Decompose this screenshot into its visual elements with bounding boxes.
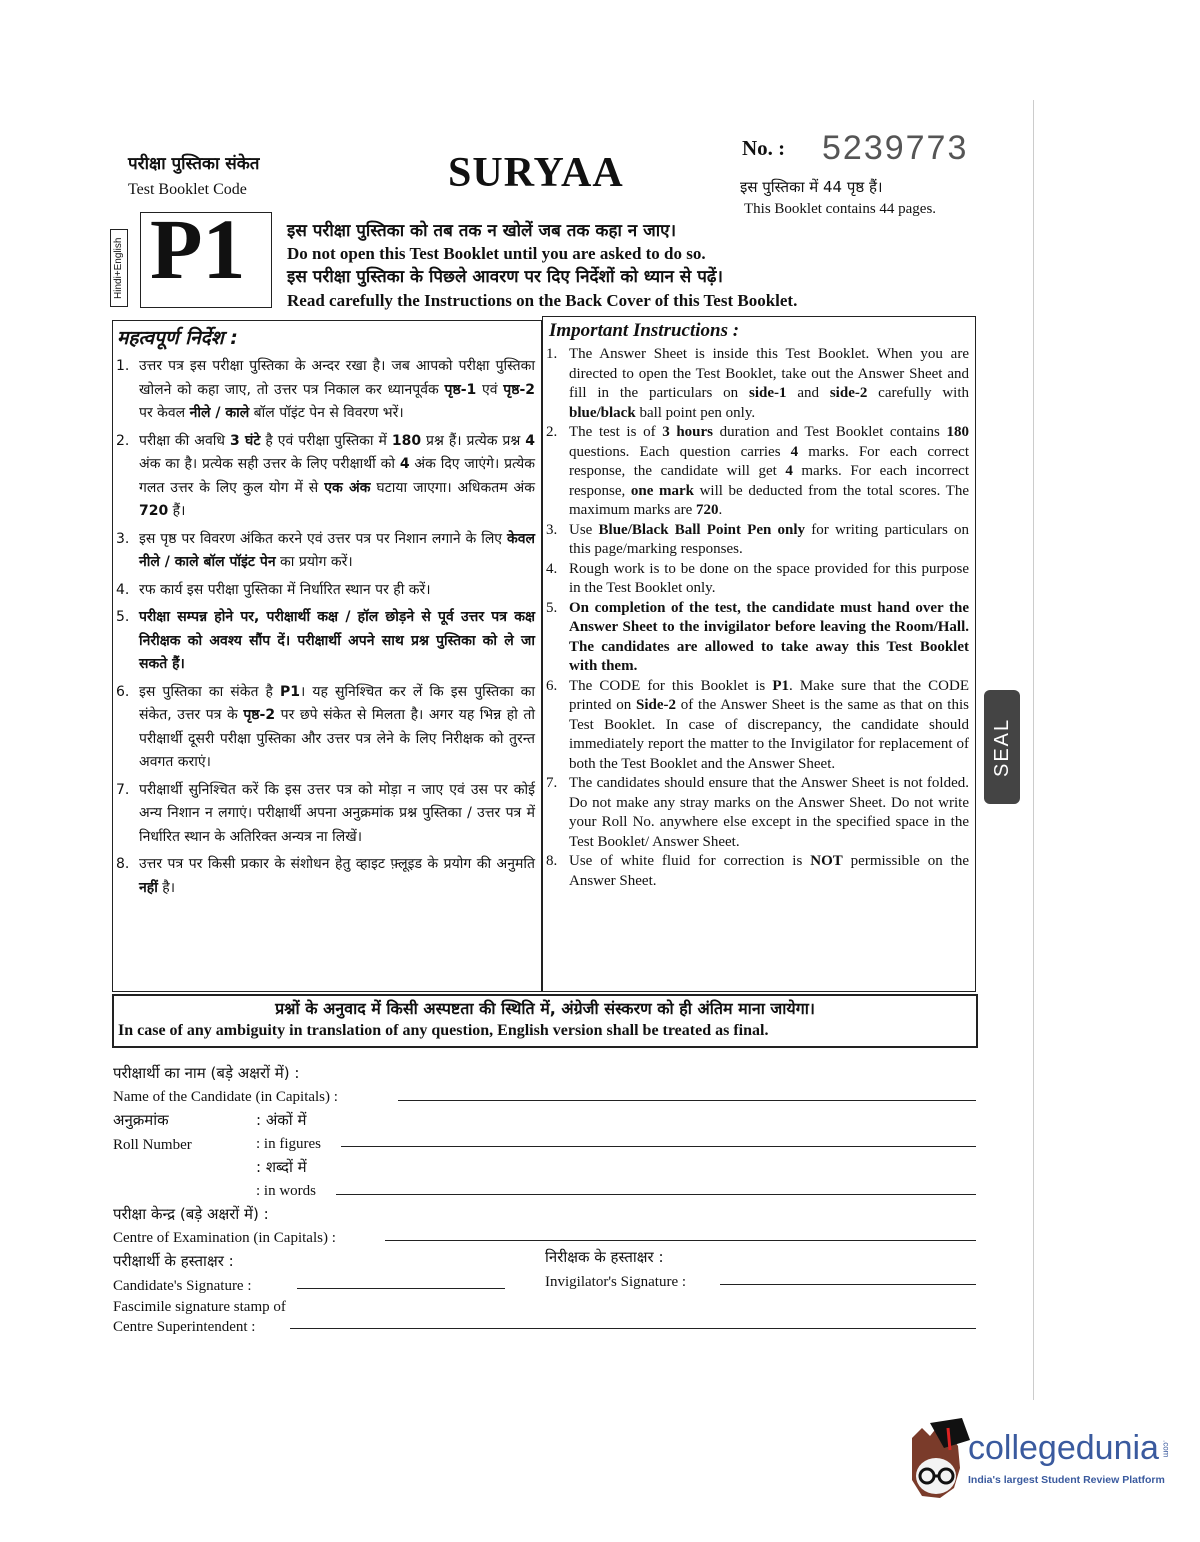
centre-field[interactable] xyxy=(385,1240,976,1241)
instruction-text-bold: नीले / काले xyxy=(189,405,250,421)
candidate-name-field[interactable] xyxy=(398,1100,976,1101)
instruction-number: 4. xyxy=(546,560,558,577)
booklet-number-label: No. : xyxy=(742,136,786,160)
language-tag: Hindi+English xyxy=(110,229,128,307)
instruction-item xyxy=(113,606,535,677)
instruction-text: एवं xyxy=(476,381,504,398)
instruction-text-bold: P1 xyxy=(772,677,790,694)
instruction-text: marks. For each incorrect response, xyxy=(569,463,969,499)
instruction-text-bold: Blue/Black Ball Point Pen only xyxy=(598,521,806,538)
instruction-text-bold: परीक्षा सम्पन्न होने पर, परीक्षार्थी कक्ष / हॉल छोड़ने से पूर्व उत्तर पत्र कक्ष निरीक्षक को अवश्य सौंप दें। परीक्षार्थी अपने साथ प्रश्न पुस्तिका को ले जा सकते हैं। xyxy=(139,609,535,672)
instruction-text: and xyxy=(786,385,830,401)
instructions-hindi-list xyxy=(113,355,541,900)
instruction-text: इस पुस्तिका का संकेत है xyxy=(139,683,280,700)
warning-open-hindi: इस परीक्षा पुस्तिका को तब तक न खोलें जब तक कहा न जाए। xyxy=(287,221,677,241)
instruction-number: 6. xyxy=(546,677,558,694)
instruction-text: इस पृष्ठ पर विवरण अंकित करने एवं उत्तर पत्र पर निशान लगाने के लिए xyxy=(139,530,507,547)
instruction-text: for writing particulars on this page/marking responses. xyxy=(569,521,970,557)
instruction-text-bold: 180 xyxy=(391,432,422,449)
instruction-text: The Answer Sheet is inside this Test Booklet. When you are directed to open the Test Booklet, take out the Answer Sheet and fill in the particulars on xyxy=(569,346,969,401)
logo-tagline: India's largest Student Review Platform xyxy=(968,1474,1165,1486)
instruction-text-bold: एक अंक xyxy=(324,479,371,496)
instruction-number: 1. xyxy=(116,358,130,374)
instruction-text: The candidates should ensure that the Answer Sheet is not folded. Do not make any stray marks on the Answer Sheet. Do not write your Roll No. anywhere else except in the specified space in the Test Booklet/ Answer Sheet. xyxy=(569,775,969,850)
instruction-text: बॉल पॉइंट पेन से विवरण भरें। xyxy=(249,405,404,421)
instruction-item xyxy=(113,579,535,603)
instruction-text-bold: side-1 xyxy=(749,385,787,401)
instruction-item xyxy=(543,345,969,423)
instruction-item xyxy=(113,681,535,775)
instruction-text-bold: 720 xyxy=(696,502,719,518)
in-figures-label: : in figures xyxy=(256,1136,321,1152)
instruction-item xyxy=(543,774,969,852)
instruction-text: of the Answer Sheet is the same as that on this Test Booklet. In case of discrepancy, the candidate should immediately report the matter to the Invigilator for replacement of both the Test Booklet and the Answer Sheet. xyxy=(569,697,969,772)
instruction-text: अंक का है। प्रत्येक सही उत्तर के लिए परीक्षार्थी को xyxy=(139,456,400,472)
instruction-text-bold: one mark xyxy=(630,482,694,499)
instruction-text: will be deducted from the total scores. The maximum marks are xyxy=(569,482,969,518)
instruction-text: रफ कार्य इस परीक्षा पुस्तिका में निर्धारित स्थान पर ही करें। xyxy=(139,581,431,598)
collegedunia-logo xyxy=(968,1428,1171,1468)
centre-label: Centre of Examination (in Capitals) : xyxy=(113,1230,336,1246)
instruction-text: The test is of xyxy=(569,424,663,440)
in-words-label: : in words xyxy=(256,1183,316,1199)
instruction-number: 2. xyxy=(546,424,558,440)
instruction-text: है। xyxy=(157,879,176,896)
translation-notice-hindi: प्रश्नों के अनुवाद में किसी अस्पष्टता की स्थिति में, अंग्रेजी संस्करण को ही अंतिम माना जायेगा। xyxy=(275,999,815,1018)
booklet-title: SURYAA xyxy=(448,150,624,196)
instruction-text-bold: पृष्ठ-2 xyxy=(243,707,276,723)
instruction-text: Use xyxy=(569,521,599,538)
warning-open: Do not open this Test Booklet until you are asked to do so. xyxy=(287,244,706,263)
instruction-text: हैं। xyxy=(168,503,186,519)
instruction-text-bold: Side-2 xyxy=(635,697,676,713)
instruction-text-bold: पृष्ठ-1 xyxy=(444,381,477,398)
instruction-number: 7. xyxy=(546,775,558,791)
instruction-item xyxy=(113,528,535,575)
instruction-text: duration and Test Booklet contains xyxy=(713,424,947,440)
roll-figures-field[interactable] xyxy=(341,1146,976,1147)
instruction-text-bold: NOT xyxy=(810,853,843,869)
instruction-number: 3. xyxy=(546,521,558,538)
instruction-text: है एवं परीक्षा पुस्तिका में xyxy=(260,432,392,449)
candidate-name-label: Name of the Candidate (in Capitals) : xyxy=(113,1089,338,1105)
booklet-number: 5239773 xyxy=(822,129,969,167)
instruction-text: carefully with xyxy=(867,385,969,401)
instruction-text: पर केवल xyxy=(139,405,190,421)
invigilator-signature-label: Invigilator's Signature : xyxy=(545,1274,687,1290)
candidate-signature-field[interactable] xyxy=(297,1288,505,1289)
instruction-text-bold: नहीं xyxy=(139,879,158,896)
page-count: This Booklet contains 44 pages. xyxy=(744,201,937,217)
instruction-text-bold: 4 xyxy=(785,463,793,479)
instruction-text: ball point pen only. xyxy=(635,404,756,421)
roll-number-label: Roll Number xyxy=(113,1137,192,1153)
instructions-english xyxy=(542,316,976,992)
instruction-text: questions. Each question carries xyxy=(569,443,791,460)
instruction-text: अंक दिए जाएंगे। प्रत्येक गलत उत्तर के लिए कुल योग में से xyxy=(139,456,535,496)
instruction-text: का प्रयोग करें। xyxy=(275,554,353,570)
booklet-code: P1 xyxy=(150,201,246,297)
instructions-english-heading: Important Instructions : xyxy=(549,320,740,341)
instruction-number: 5. xyxy=(546,599,558,616)
instruction-text-bold: 4 xyxy=(525,432,535,449)
instruction-text: घटाया जाएगा। अधिकतम अंक xyxy=(370,479,535,496)
instruction-text: उत्तर पत्र पर किसी प्रकार के संशोधन हेतु व्हाइट फ़्लूइड के प्रयोग की अनुमति xyxy=(139,856,535,872)
invigilator-signature-field[interactable] xyxy=(720,1284,976,1285)
instructions-hindi-heading: महत्वपूर्ण निर्देश : xyxy=(117,327,238,349)
instruction-number: 7. xyxy=(116,781,130,798)
warning-read-hindi: इस परीक्षा पुस्तिका के पिछले आवरण पर दिए निर्देशों को ध्यान से पढ़ें। xyxy=(287,267,723,287)
in-words-label-hindi: : शब्दों में xyxy=(256,1158,307,1176)
collegedunia-mascot-icon xyxy=(900,1418,970,1508)
instruction-item xyxy=(543,599,969,677)
instruction-number: 8. xyxy=(116,856,130,872)
instruction-text-bold: On completion of the test, the candidate must hand over the Answer Sheet to the invigilator before leaving the Room/Hall. The candidates are allowed to take away this Test Booklet with them. xyxy=(569,599,969,674)
instruction-text: . Make sure that the CODE printed on xyxy=(569,677,969,713)
instruction-item xyxy=(113,779,535,850)
instruction-item xyxy=(543,423,969,521)
instruction-text-bold: 720 xyxy=(139,503,169,519)
instruction-text: परीक्षार्थी सुनिश्चित करें कि इस उत्तर पत्र को मोड़ा न जाए एवं उस पर कोई अन्य निशान न लगाएं। परीक्षार्थी अपना अनुक्रमांक प्रश्न पुस्तिका / उत्तर पत्र में निर्धारित स्थान के अतिरिक्त अन्यत्र ना लिखें। xyxy=(139,781,535,845)
booklet-code-label: Test Booklet Code xyxy=(128,181,247,198)
instruction-item xyxy=(543,852,969,891)
candidate-name-label-hindi: परीक्षार्थी का नाम (बड़े अक्षरों में) : xyxy=(113,1064,300,1082)
in-figures-label-hindi: : अंकों में xyxy=(256,1111,307,1129)
invigilator-signature-label-hindi: निरीक्षक के हस्ताक्षर : xyxy=(545,1248,664,1266)
instruction-text-bold: केवल नीले / काले बॉल पॉइंट पेन xyxy=(139,530,535,570)
instruction-item xyxy=(543,521,969,560)
centre-label-hindi: परीक्षा केन्द्र (बड़े अक्षरों में) : xyxy=(113,1205,269,1223)
stamp-field[interactable] xyxy=(290,1328,976,1329)
candidate-signature-label-hindi: परीक्षार्थी के हस्ताक्षर : xyxy=(113,1252,234,1270)
instruction-item xyxy=(543,560,969,599)
instruction-text: marks. For each correct response, the candidate will get xyxy=(569,443,969,479)
instruction-item xyxy=(113,853,535,900)
instruction-text-bold: side-2 xyxy=(829,385,868,401)
instruction-text: पर छपे संकेत से मिलता है। अगर यह भिन्न हो तो परीक्षार्थी दूसरी परीक्षा पुस्तिका और उत्तर पत्र लेने के लिए निरीक्षक को तुरन्त अवगत कराएं। xyxy=(139,707,535,770)
instruction-number: 5. xyxy=(116,609,130,625)
instruction-item xyxy=(113,355,535,426)
instructions-hindi xyxy=(112,320,542,992)
instruction-number: 8. xyxy=(546,853,558,869)
seal-tab: SEAL xyxy=(984,690,1020,804)
instruction-item xyxy=(543,677,969,775)
instruction-text: permissible on the Answer Sheet. xyxy=(569,853,969,889)
logo-name: collegedunia xyxy=(968,1429,1159,1467)
instruction-text: Rough work is to be done on the space provided for this purpose in the Test Booklet only. xyxy=(569,560,969,596)
instructions-english-list xyxy=(543,345,975,891)
translation-notice-english: In case of any ambiguity in translation of any question, English version shall be treated as final. xyxy=(118,1022,769,1039)
booklet-code-label-hindi: परीक्षा पुस्तिका संकेत xyxy=(128,154,260,174)
page-edge-divider xyxy=(1033,100,1034,1400)
instruction-text-bold: 3 hours xyxy=(662,424,714,440)
instruction-text: . xyxy=(718,502,723,518)
instruction-text-bold: 4 xyxy=(790,443,799,460)
translation-notice xyxy=(112,994,978,1048)
stamp-label-line2: Centre Superintendent : xyxy=(113,1319,256,1335)
stamp-label-line1: Fascimile signature stamp of xyxy=(113,1299,286,1315)
instruction-text: उत्तर पत्र इस परीक्षा पुस्तिका के अन्दर रखा है। जब आपको परीक्षा पुस्तिका खोलने को कहा जाए, तो उत्तर पत्र निकाल कर ध्यानपूर्वक xyxy=(139,358,535,398)
instruction-number: 6. xyxy=(116,683,130,700)
instruction-text: The CODE for this Booklet is xyxy=(569,677,773,694)
instruction-item xyxy=(113,430,535,524)
instruction-number: 4. xyxy=(116,581,130,598)
instruction-text-bold: 3 घंटे xyxy=(229,432,261,449)
instruction-text: प्रश्न हैं। प्रत्येक प्रश्न xyxy=(421,432,526,449)
page-count-hindi: इस पुस्तिका में 44 पृष्ठ हैं। xyxy=(740,178,883,196)
warning-read: Read carefully the Instructions on the Back Cover of this Test Booklet. xyxy=(287,291,798,310)
instruction-text: । यह सुनिश्चित कर लें कि इस पुस्तिका का संकेत, उत्तर पत्र के xyxy=(139,683,536,723)
instruction-text-bold: 4 xyxy=(399,456,410,472)
roll-words-field[interactable] xyxy=(336,1194,976,1195)
instruction-text-bold: पृष्ठ-2 xyxy=(503,381,536,398)
instruction-text: Use of white fluid for correction is xyxy=(569,853,811,869)
candidate-signature-label: Candidate's Signature : xyxy=(113,1278,252,1294)
instruction-number: 2. xyxy=(116,432,130,449)
instruction-text-bold: 180 xyxy=(946,424,969,440)
instruction-text-bold: P1 xyxy=(279,683,300,700)
roll-number-label-hindi: अनुक्रमांक xyxy=(113,1111,169,1129)
instruction-text: परीक्षा की अवधि xyxy=(139,432,230,449)
instruction-text-bold: blue/black xyxy=(569,404,636,421)
instruction-number: 1. xyxy=(546,346,558,362)
instruction-number: 3. xyxy=(116,530,130,547)
logo-suffix: .com xyxy=(1161,1440,1171,1458)
